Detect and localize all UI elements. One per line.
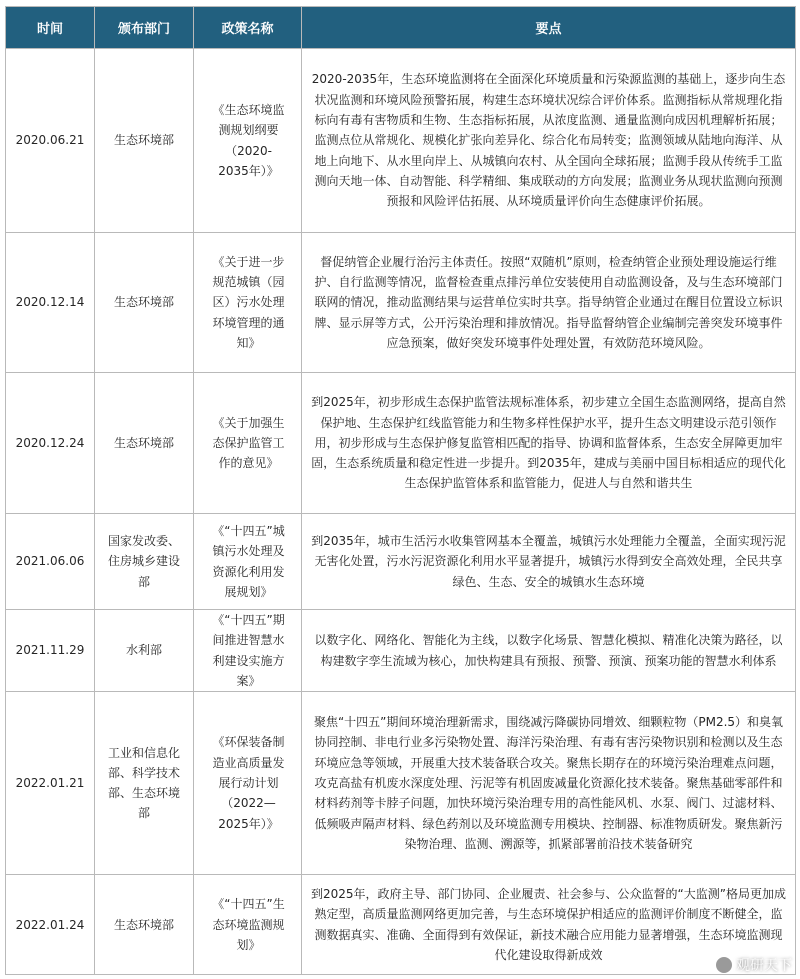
row-policy-name: 《关于加强生态保护监管工作的意见》 — [194, 373, 302, 514]
row-department: 国家发改委、住房城乡建设部 — [95, 514, 194, 610]
row-key-points: 到2025年，政府主导、部门协同、企业履责、社会参与、公众监督的“大监测”格局更加成熟定型，高质量监测网络更加完善，与生态环境保护相适应的监测评价制度不断健全，监测数据真实、准确、全面得到有效保证，新技术融合应用能力显著增强，生态环境监测现代化建设取得新成效 — [302, 875, 796, 975]
row-policy-name: 《“十四五”城镇污水处理及资源化利用发展规划》 — [194, 514, 302, 610]
row-date: 2021.06.06 — [6, 514, 95, 610]
row-date: 2022.01.21 — [6, 692, 95, 875]
row-date: 2022.01.24 — [6, 875, 95, 975]
row-policy-name: 《“十四五”期间推进智慧水利建设实施方案》 — [194, 610, 302, 692]
row-department: 生态环境部 — [95, 233, 194, 373]
watermark — [716, 955, 792, 975]
row-policy-name: 《生态环境监测规划纲要（2020-2035年）》 — [194, 49, 302, 233]
row-date: 2021.11.29 — [6, 610, 95, 692]
row-department: 生态环境部 — [95, 875, 194, 975]
header-date: 时间 — [6, 7, 95, 49]
row-date: 2020.12.24 — [6, 373, 95, 514]
header-key-points: 要点 — [302, 7, 796, 49]
row-key-points: 到2035年，城市生活污水收集管网基本全覆盖，城镇污水处理能力全覆盖，全面实现污泥无害化处置，污水污泥资源化利用水平显著提升，城镇污水得到安全高效处理，全民共享绿色、生态、安全的城镇水生态环境 — [302, 514, 796, 610]
header-department: 颁布部门 — [95, 7, 194, 49]
watermark-text: 观研天下 — [736, 958, 792, 974]
table-row — [6, 875, 796, 975]
row-key-points: 聚焦“十四五”期间环境治理新需求，围绕减污降碳协同增效、细颗粒物（PM2.5）和臭氧协同控制、非电行业多污染物处置、海洋污染治理、有毒有害污染物识别和检测以及生态环境应急等领域，开展重大技术装备联合攻关。聚焦长期存在的环境污染治理难点问题，攻克高盐有机废水深度处理、污泥等有机固废减量化资源化技术装备。聚焦基础零部件和材料药剂等卡脖子问题，加快环境污染治理专用的高性能风机、水泵、阀门、过滤材料、低频吸声隔声材料、绿色药剂以及环境监测专用模块、控制器、标准物质研发。聚焦新污染物治理、监测、溯源等，抓紧部署前沿技术装备研究 — [302, 692, 796, 875]
table-row — [6, 610, 796, 692]
row-date: 2020.12.14 — [6, 233, 95, 373]
table-row — [6, 514, 796, 610]
table-header-row — [6, 7, 796, 49]
table-row — [6, 233, 796, 373]
row-department: 生态环境部 — [95, 49, 194, 233]
table-row — [6, 49, 796, 233]
table-row — [6, 373, 796, 514]
watermark-logo-icon — [716, 957, 732, 973]
row-policy-name: 《“十四五”生态环境监测规划》 — [194, 875, 302, 975]
header-policy-name: 政策名称 — [194, 7, 302, 49]
row-department: 生态环境部 — [95, 373, 194, 514]
row-policy-name: 《环保装备制造业高质量发展行动计划（2022—2025年）》 — [194, 692, 302, 875]
row-key-points: 以数字化、网络化、智能化为主线，以数字化场景、智慧化模拟、精准化决策为路径，以构建数字孪生流域为核心，加快构建具有预报、预警、预演、预案功能的智慧水利体系 — [302, 610, 796, 692]
table-row — [6, 692, 796, 875]
row-key-points: 2020-2035年，生态环境监测将在全面深化环境质量和污染源监测的基础上，逐步向生态状况监测和环境风险预警拓展，构建生态环境状况综合评价体系。监测指标从常规理化指标向有毒有害物质和生物、生态指标拓展，从浓度监测、通量监测向成因机理解析拓展；监测点位从常规化、规模化扩张向差异化、综合化布局转变；监测领域从陆地向海洋、从地上向地下、从水里向岸上、从城镇向农村、从全国向全球拓展；监测手段从传统手工监测向天地一体、自动智能、科学精细、集成联动的方向发展；监测业务从现状监测向预测预报和风险评估拓展、从环境质量评价向生态健康评价拓展。 — [302, 49, 796, 233]
row-date: 2020.06.21 — [6, 49, 95, 233]
policy-table — [5, 6, 796, 975]
row-department: 水利部 — [95, 610, 194, 692]
row-key-points: 到2025年，初步形成生态保护监管法规标准体系，初步建立全国生态监测网络，提高自然保护地、生态保护红线监管能力和生物多样性保护水平，提升生态文明建设示范引领作用，初步形成与生态保护修复监管相匹配的指导、协调和监督体系，生态安全屏障更加牢固，生态系统质量和稳定性进一步提升。到2035年，建成与美丽中国目标相适应的现代化生态保护监管体系和监管能力，促进人与自然和谐共生 — [302, 373, 796, 514]
row-policy-name: 《关于进一步规范城镇（园区）污水处理环境管理的通知》 — [194, 233, 302, 373]
row-department: 工业和信息化部、科学技术部、生态环境部 — [95, 692, 194, 875]
row-key-points: 督促纳管企业履行治污主体责任。按照“双随机”原则，检查纳管企业预处理设施运行维护、自行监测等情况，监督检查重点排污单位安装使用自动监测设备，及与生态环境部门联网的情况，推动监测结果与运营单位实时共享。指导纳管企业通过在醒目位置设立标识牌、显示屏等方式，公开污染治理和排放情况。指导监督纳管企业编制完善突发环境事件应急预案，做好突发环境事件处理处置，有效防范环境风险。 — [302, 233, 796, 373]
